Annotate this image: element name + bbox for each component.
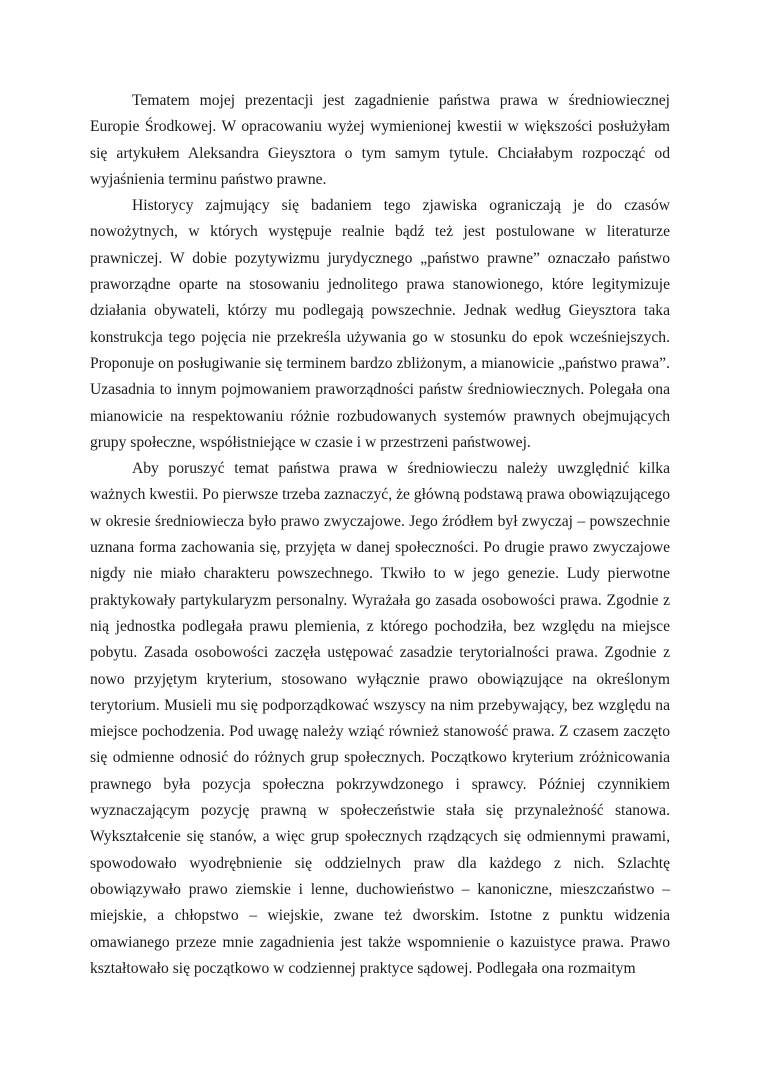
paragraph-intro: Tematem mojej prezentacji jest zagadnienie państwa prawa w średniowiecznej Europie Środkowej. W opracowaniu wyżej wymienionej kwestii w większości posłużyłam się artykułem Aleksandra Gieysztora o tym samym tytule. Chciałabym rozpocząć od wyjaśnienia terminu państwo prawne. (90, 92, 670, 188)
paragraph-historians: Historycy zajmujący się badaniem tego zjawiska ograniczają je do czasów nowożytnych, w których występuje realnie bądź też jest postulowane w literaturze prawniczej. W dobie pozytywizmu jurydycznego „państwo prawne” oznaczało państwo praworządne oparte na stosowaniu jednolitego prawa stanowionego, które legitymizuje działania obywateli, którzy mu podlegają powszechnie. Jednak według Gieysztora taka konstrukcja tego pojęcia nie przekreśla używania go w stosunku do epok wcześniejszych. Proponuje on posługiwanie się terminem bardzo zbliżonym, a mianowicie „państwo prawa”. Uzasadnia to innym pojmowaniem praworządności państw średniowiecznych. Polegała ona mianowicie na respektowaniu różnie rozbudowanych systemów prawnych obejmujących grupy społeczne, współistniejące w czasie i w przestrzeni państwowej. (90, 197, 670, 451)
paragraph-medieval-law: Aby poruszyć temat państwa prawa w średniowieczu należy uwzględnić kilka ważnych kwestii. Po pierwsze trzeba zaznaczyć, że główną podstawą prawa obowiązującego w okresie średniowiecza było prawo zwyczajowe. Jego źródłem był zwyczaj – powszechnie uznana forma zachowania się, przyjęta w danej społeczności. Po drugie prawo zwyczajowe nigdy nie miało charakteru powszechnego. Tkwiło to w jego genezie. Ludy pierwotne praktykowały partykularyzm personalny. Wyrażała go zasada osobowości prawa. Zgodnie z nią jednostka podlegała prawu plemienia, z którego pochodziła, bez względu na miejsce pobytu. Zasada osobowości zaczęła ustępować zasadzie terytorialności prawa. Zgodnie z nowo przyjętym kryterium, stosowano wyłącznie prawo obowiązujące na określonym terytorium. Musieli mu się podporządkować wszyscy na nim przebywający, bez względu na miejsce pochodzenia. Pod uwagę należy wziąć również stanowość prawa. Z czasem zaczęto się odmienne odnosić do różnych grup społecznych. Początkowo kryterium zróżnicowania prawnego była pozycja społeczna pokrzywdzonego i sprawcy. Później czynnikiem wyznaczającym pozycję prawną w społeczeństwie stała się przynależność stanowa. Wykształcenie się stanów, a więc grup społecznych rządzących się odmiennymi prawami, spowodowało wyodrębnienie się oddzielnych praw dla każdego z nich. Szlachtę obowiązywało prawo ziemskie i lenne, duchowieństwo – kanoniczne, mieszczaństwo – miejskie, a chłopstwo – wiejskie, zwane też dworskim. Istotne z punktu widzenia omawianego przeze mnie zagadnienia jest także wspomnienie o kazuistyce prawa. Prawo kształtowało się początkowo w codziennej praktyce sądowej. Podlegała ona rozmaitym (90, 460, 670, 977)
document-page (90, 88, 670, 982)
